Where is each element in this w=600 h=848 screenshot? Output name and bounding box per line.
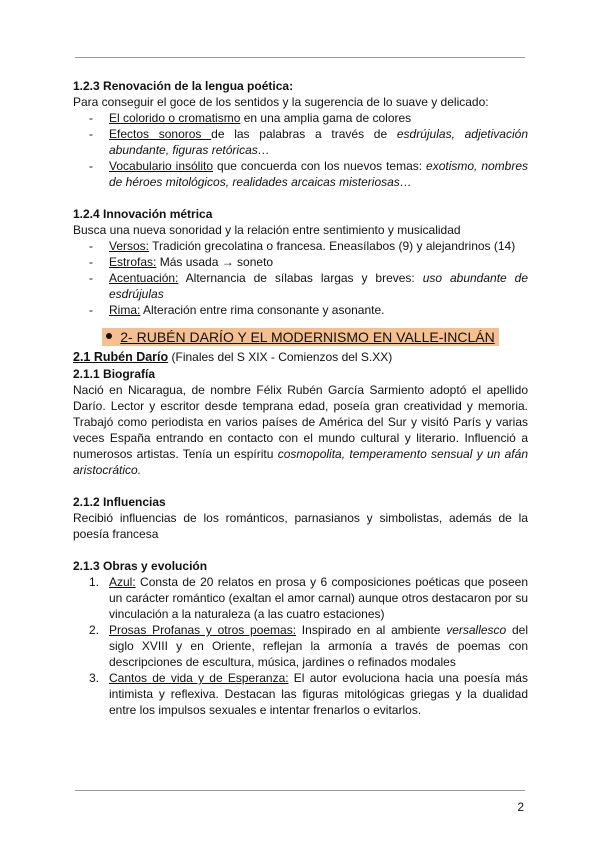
list-item: - Acentuación: Alternancia de sílabas largas y breves: uso abundante de esdrújulas bbox=[89, 271, 528, 301]
list-item: - Vocabulario insólito que concuerda con los nuevos temas: exotismo, nombres de héroes mitológicos, realidades arcaicas misteriosas… bbox=[89, 159, 529, 189]
item-term: Acentuación: bbox=[109, 271, 179, 285]
item-italic: uso abundante de esdrújulas bbox=[109, 271, 528, 301]
item-italic: exotismo, nombres de héroes mitológicos, realidades arcaicas misteriosas… bbox=[109, 159, 529, 189]
influences-paragraph: Recibió influencias de los románticos, parnasianos y simbolistas, además de la poesía francesa bbox=[73, 511, 528, 541]
item-term: Prosas Profanas y otros poemas: bbox=[109, 623, 297, 637]
page-number: 2 bbox=[517, 800, 524, 814]
item-text: Alternancia de sílabas largas y breves: bbox=[178, 271, 423, 285]
list-item: - Versos: Tradición grecolatina o francesa. Eneasílabos (9) y alejandrinos (14) bbox=[89, 239, 516, 253]
section-title-2-1-1: 2.1.1 Biografía bbox=[73, 367, 156, 381]
document-page bbox=[73, 78, 528, 718]
biography-text: Nació en Nicaragua, de nombre Félix Rubén García Sarmiento adoptó el apellido Darío. Lector y escritor desde temprana edad, poseía gran creatividad y memoria. Trabajó como periodista en varios países de América del Sur y visitó París y varias veces España entrando en contacto con el mundo cultural y literario. Influenció a numerosos artistas. Tenía un espíritu bbox=[73, 383, 528, 461]
chapter-heading bbox=[73, 328, 528, 346]
item-text: El autor evoluciona hacia una poesía más intimista y reflexiva. Destacan las figuras mitológicas griegas y la dualidad entre los impulsos sexuales e intentar frenarlos o evitarlos. bbox=[109, 671, 528, 717]
item-number: 1. bbox=[89, 575, 100, 589]
list-item bbox=[73, 670, 528, 718]
list-1-2-3 bbox=[73, 110, 528, 190]
item-text: que concuerda con los nuevos temas: bbox=[213, 159, 427, 173]
item-text: Consta de 20 relatos en prosa y 6 composiciones poéticas que poseen un carácter romántico (exaltan el amor carnal) aunque otros destacaron por su vinculación a la naturaleza (a las cuatro estaciones) bbox=[109, 575, 528, 621]
item-term: El colorido o cromatismo bbox=[109, 111, 241, 125]
chapter-heading-text: 2- RUBÉN DARÍO Y EL MODERNISMO EN VALLE-INCLÁN bbox=[120, 329, 495, 345]
item-term: Versos: bbox=[109, 239, 150, 253]
header-rule bbox=[75, 57, 525, 58]
list-item: - Efectos sonoros de las palabras a través de esdrújulas, adjetivación abundante, figuras retóricas… bbox=[89, 127, 528, 157]
item-term: Azul: bbox=[109, 575, 136, 589]
section-title-1-2-4: 1.2.4 Innovación métrica bbox=[73, 207, 213, 221]
section-title-2-1 bbox=[73, 348, 528, 366]
item-text: en una amplia gama de colores bbox=[240, 111, 412, 125]
list-item: - Rima: Alteración entre rima consonante y asonante. bbox=[89, 303, 385, 317]
bullet-icon bbox=[106, 333, 112, 339]
section-intro-1-2-4: Busca una nueva sonoridad y la relación entre sentimiento y musicalidad bbox=[73, 223, 461, 237]
item-term: Estrofas: bbox=[109, 255, 157, 269]
section-title-2-1-name: 2.1 Rubén Darío bbox=[73, 350, 169, 364]
item-text: Inspirado en al ambiente bbox=[296, 623, 447, 637]
item-italic: versallesco bbox=[446, 623, 507, 637]
item-term: Cantos de vida y de Esperanza: bbox=[109, 671, 289, 685]
biography-paragraph bbox=[73, 382, 528, 478]
section-title-1-2-3: 1.2.3 Renovación de la lengua poética: bbox=[73, 79, 294, 93]
item-text: Más usada → soneto bbox=[156, 255, 274, 269]
list-1-2-4 bbox=[73, 238, 528, 318]
item-term: Vocabulario insólito bbox=[109, 159, 214, 173]
section-intro-1-2-3: Para conseguir el goce de los sentidos y la sugerencia de lo suave y delicado: bbox=[73, 95, 489, 109]
list-item bbox=[73, 574, 528, 622]
section-title-2-1-note: (Finales del S XIX - Comienzos del S.XX) bbox=[168, 350, 393, 364]
list-item: - Estrofas: Más usada → soneto bbox=[89, 255, 274, 269]
section-title-2-1-3: 2.1.3 Obras y evolución bbox=[73, 559, 208, 573]
list-item bbox=[73, 622, 528, 670]
section-title-2-1-2: 2.1.2 Influencias bbox=[73, 495, 166, 509]
item-text: Alteración entre rima consonante y asonante. bbox=[140, 303, 385, 317]
list-item: - El colorido o cromatismo en una amplia gama de colores bbox=[89, 111, 412, 125]
item-term: Rima: bbox=[109, 303, 141, 317]
item-term: Efectos sonoros bbox=[109, 127, 212, 141]
biography-italic: cosmopolita, temperamento sensual y un afán aristocrático. bbox=[73, 447, 528, 477]
footer-rule bbox=[75, 790, 525, 791]
item-number: 2. bbox=[89, 623, 100, 637]
item-italic: esdrújulas, adjetivación abundante, figuras retóricas… bbox=[109, 127, 528, 157]
item-text-2: del siglo XVIII y en Oriente, reflejan la armonía a través de poemas con descripciones de escultura, música, jardines o refinados modales bbox=[109, 623, 528, 669]
item-text: de las palabras a través de bbox=[211, 127, 397, 141]
item-number: 3. bbox=[89, 671, 100, 685]
works-list bbox=[73, 574, 528, 718]
item-text: Tradición grecolatina o francesa. Eneasílabos (9) y alejandrinos (14) bbox=[149, 239, 516, 253]
